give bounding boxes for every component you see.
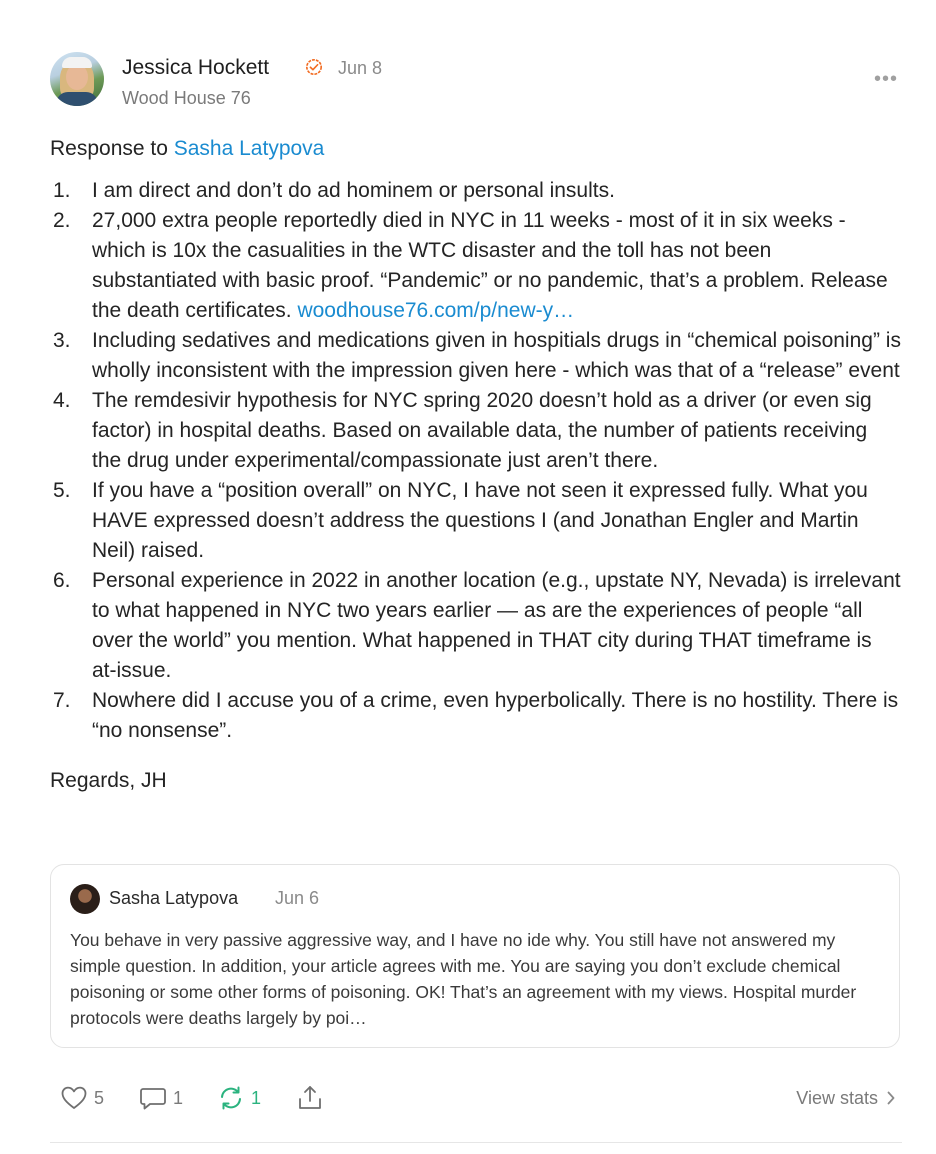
- heart-icon: [60, 1085, 88, 1111]
- list-item: 1. I am direct and don’t do ad hominem or personal insults.: [53, 179, 615, 202]
- like-count: 5: [94, 1087, 105, 1108]
- restack-icon: [217, 1085, 245, 1111]
- quoted-text: You behave in very passive aggressive way, and I have no ide why. You still have not answered my simple question. In addition, your article agrees with me. You are saying you don’t exclude chemical poisoning or some other forms of poisoning. OK! That’s an agreement with my views. Hospital murder protocols were deaths largely by poi…: [70, 930, 857, 1028]
- quoted-date: Jun 6: [275, 888, 320, 908]
- response-line: [50, 134, 902, 164]
- list-item: 7. Nowhere did I accuse you of a crime, even hyperbolically. There is no hostility. There is “no nonsense”.: [53, 689, 899, 742]
- article-link[interactable]: woodhouse76.com/p/new-y…: [297, 299, 575, 322]
- comment-icon: [139, 1085, 167, 1111]
- points-list: [50, 176, 902, 746]
- author-avatar[interactable]: [50, 52, 104, 106]
- list-item: 2. 27,000 extra people reportedly died in NYC in 11 weeks - most of it in six weeks - which is 10x the casualities in the WTC disaster and the toll has not been substantiated with basic proof. “Pandemic” or no pandemic, that’s a problem. Release the death certificates. woodhouse76.com/p/new-y…: [53, 209, 888, 322]
- view-stats-link[interactable]: [796, 1078, 896, 1118]
- response-prefix: Response to: [50, 137, 174, 160]
- note-header: [50, 50, 902, 110]
- verified-check-icon: [305, 58, 323, 76]
- more-options-icon[interactable]: •••: [873, 68, 898, 90]
- restack-button[interactable]: [217, 1078, 261, 1118]
- restack-count: 1: [251, 1087, 262, 1108]
- list-item: 6. Personal experience in 2022 in another location (e.g., upstate NY, Nevada) is irrelevant to what happened in NYC two years earlier — as are the experiences of people “all over the world” you mention. What happened in THAT city during THAT timeframe is at-issue.: [53, 569, 901, 682]
- note-card: [50, 50, 902, 817]
- author-name[interactable]: Jessica Hockett: [122, 56, 270, 79]
- post-date[interactable]: Jun 8: [338, 58, 383, 78]
- list-item: 3. Including sedatives and medications given in hospitials drugs in “chemical poisoning” is wholly inconsistent with the impression given here - which was that of a “release” event: [53, 329, 901, 382]
- share-icon: [296, 1084, 324, 1112]
- note-body: [50, 134, 902, 796]
- closing-text: Regards, JH: [50, 769, 167, 792]
- action-bar: [50, 1078, 902, 1118]
- publication-name[interactable]: Wood House 76: [122, 88, 251, 108]
- view-stats-label: View stats: [796, 1087, 878, 1108]
- response-to-link[interactable]: Sasha Latypova: [173, 137, 325, 160]
- quoted-comment-card[interactable]: [50, 864, 900, 1048]
- chevron-right-icon: [886, 1090, 896, 1106]
- quoted-author-avatar[interactable]: [70, 884, 100, 914]
- like-button[interactable]: [60, 1078, 104, 1118]
- list-item: 4. The remdesivir hypothesis for NYC spring 2020 doesn’t hold as a driver (or even sig factor) in hospital deaths. Based on available data, the number of patients receiving the drug under experimental/compassionate just aren’t there.: [53, 389, 872, 472]
- share-button[interactable]: [296, 1078, 324, 1118]
- list-item: 5. If you have a “position overall” on NYC, I have not seen it expressed fully. What you HAVE expressed doesn’t address the questions I (and Jonathan Engler and Martin Neil) raised.: [53, 479, 868, 562]
- comment-count: 1: [173, 1087, 184, 1108]
- divider: [50, 1142, 902, 1143]
- quoted-author-name[interactable]: Sasha Latypova: [109, 888, 239, 908]
- comment-button[interactable]: [139, 1078, 183, 1118]
